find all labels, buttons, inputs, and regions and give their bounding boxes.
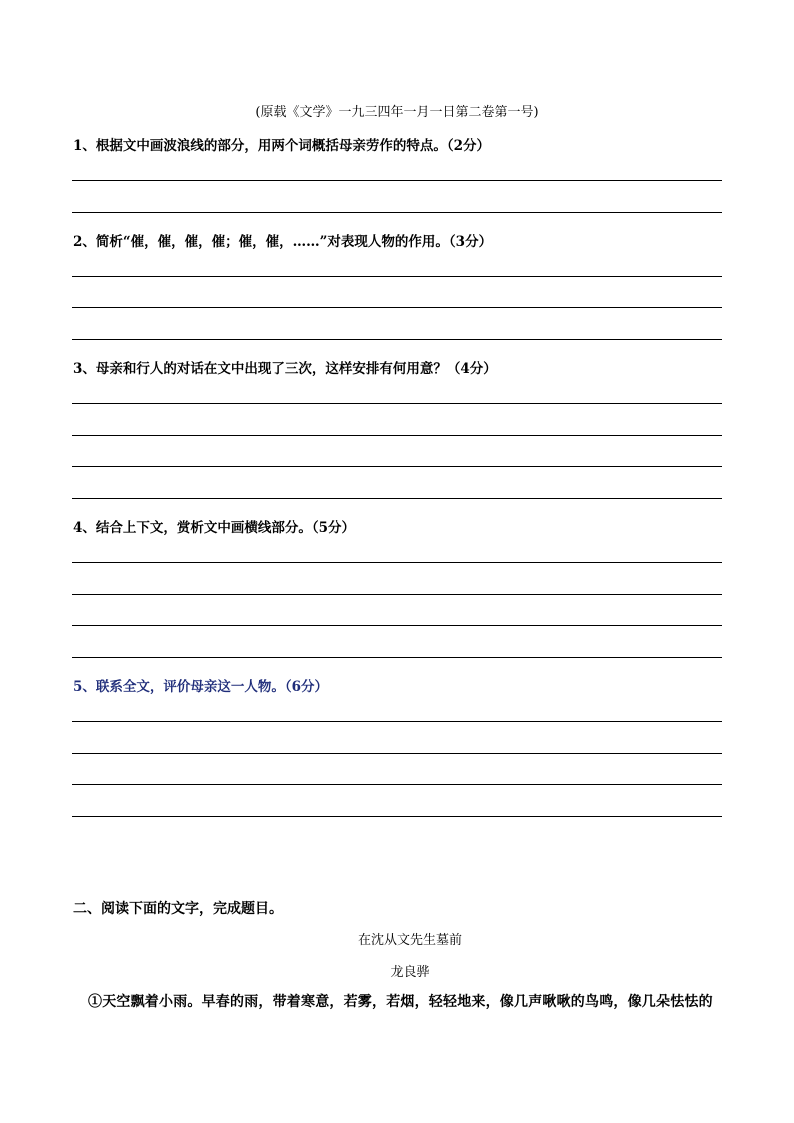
answer-line[interactable]: [72, 403, 722, 404]
answer-line[interactable]: [72, 657, 722, 658]
answer-line[interactable]: [72, 212, 722, 213]
answer-line[interactable]: [72, 594, 722, 595]
answer-line[interactable]: [72, 816, 722, 817]
article-author: 龙良骅: [390, 965, 430, 980]
answer-line[interactable]: [72, 784, 722, 785]
answer-line[interactable]: [72, 721, 722, 722]
answer-line[interactable]: [72, 466, 722, 467]
answer-line[interactable]: [72, 180, 722, 181]
question-3: 3、母亲和行人的对话在文中出现了三次，这样安排有何用意？（4分）: [73, 361, 497, 377]
section-heading: 二、阅读下面的文字，完成题目。: [73, 901, 283, 917]
question-4: 4、结合上下文，赏析文中画横线部分。（5分）: [73, 520, 356, 536]
answer-line[interactable]: [72, 753, 722, 754]
question-1: 1、根据文中画波浪线的部分，用两个词概括母亲劳作的特点。（2分）: [73, 138, 491, 154]
answer-line[interactable]: [72, 276, 722, 277]
question-2: 2、简析“催，催，催，催；催，催，……”对表现人物的作用。（3分）: [73, 234, 493, 250]
article-paragraph-1: ①天空飘着小雨。早春的雨，带着寒意，若雾，若烟，轻轻地来，像几声啾啾的鸟鸣，像几朵怯怯的: [88, 994, 713, 1010]
answer-line[interactable]: [72, 625, 722, 626]
answer-line[interactable]: [72, 339, 722, 340]
answer-line[interactable]: [72, 435, 722, 436]
answer-line[interactable]: [72, 498, 722, 499]
answer-line[interactable]: [72, 562, 722, 563]
article-title: 在沈从文先生墓前: [357, 933, 462, 948]
answer-line[interactable]: [72, 307, 722, 308]
source-note: (原载《文学》一九三四年一月一日第二卷第一号): [255, 105, 539, 120]
question-5: 5、联系全文，评价母亲这一人物。（6分）: [73, 679, 329, 695]
